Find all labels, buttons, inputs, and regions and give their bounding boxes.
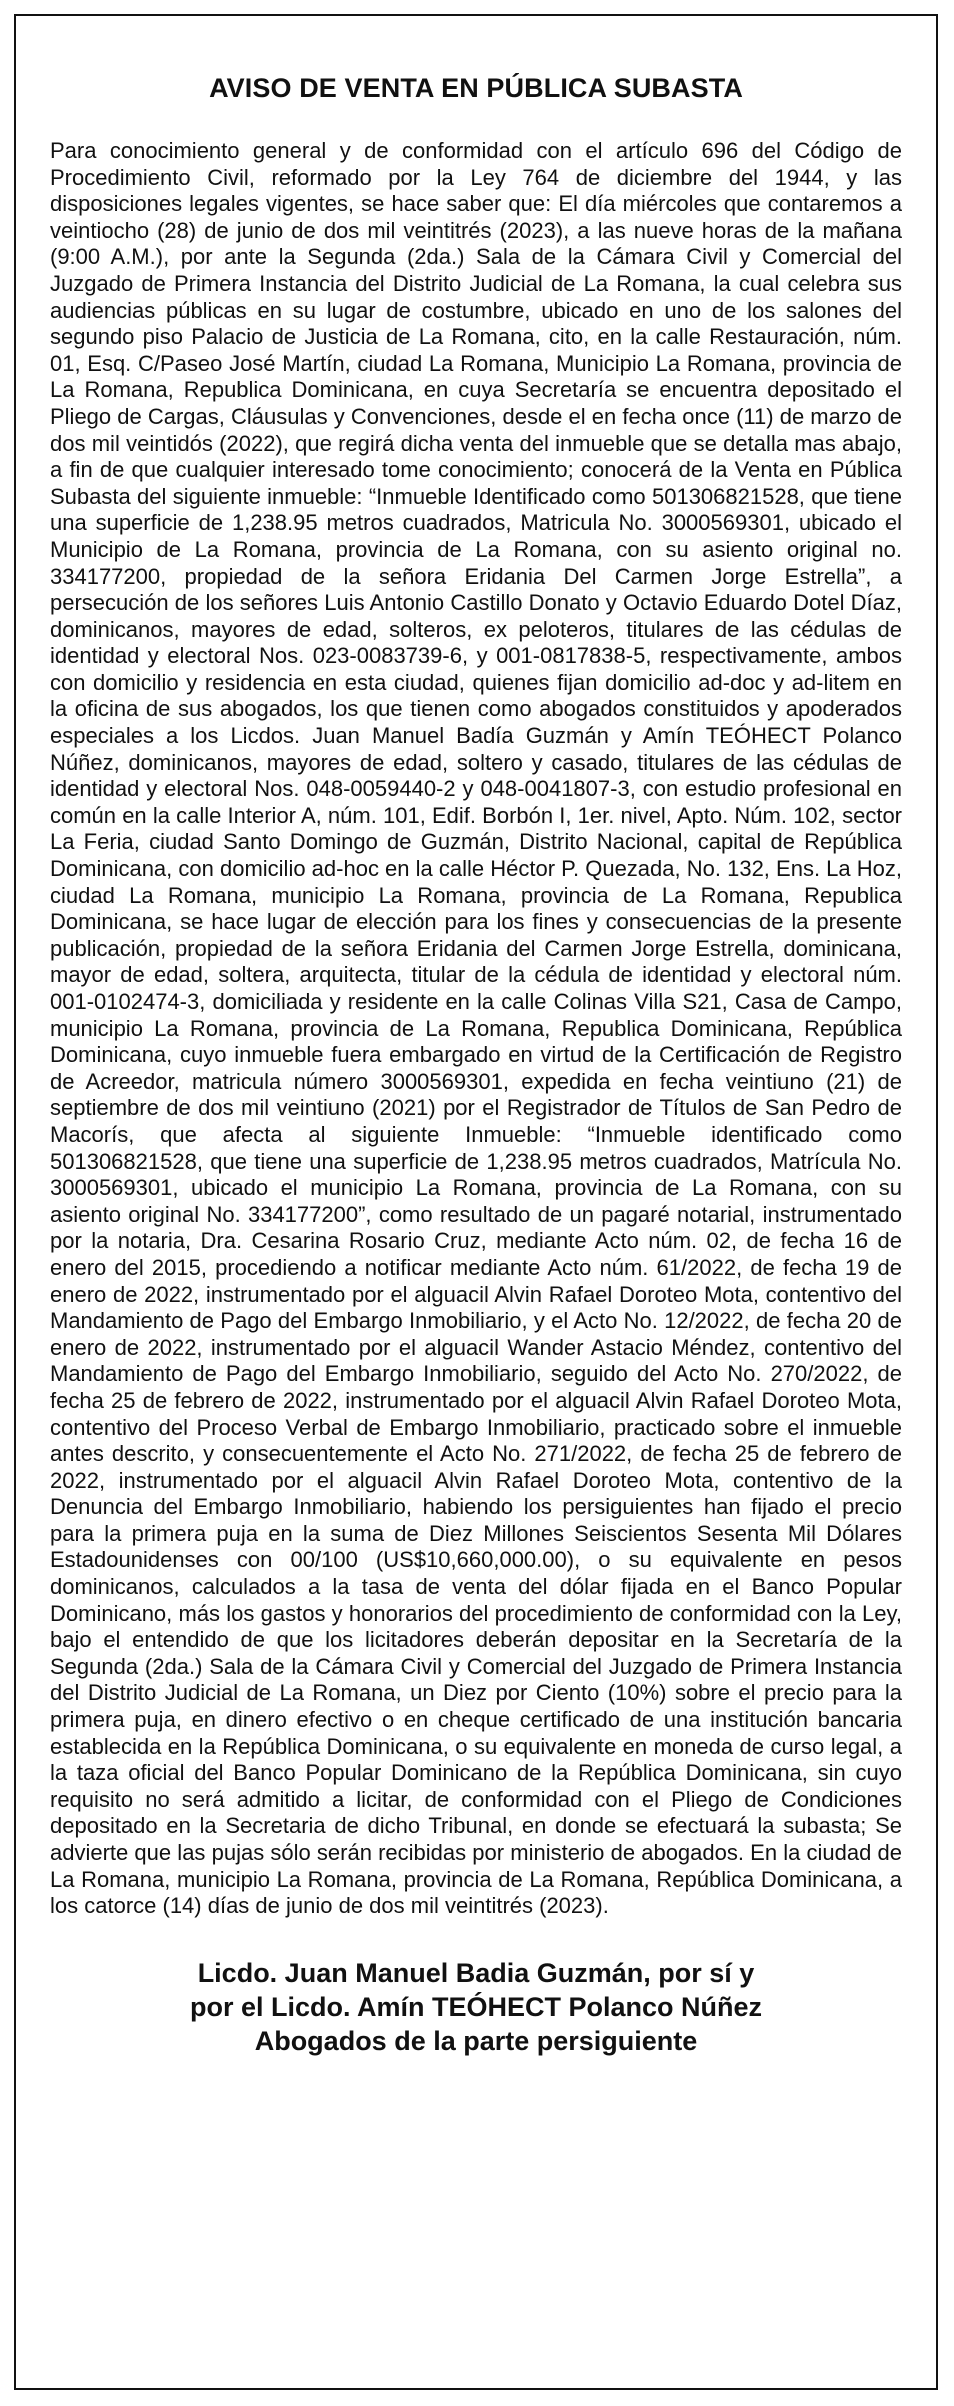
signature-block [50, 1956, 902, 2058]
notice-border [14, 14, 938, 2390]
signature-line-2: por el Licdo. Amín TEÓHECT Polanco Núñez [189, 1991, 763, 2022]
signature-line-1: Licdo. Juan Manuel Badia Guzmán, por sí y [197, 1957, 755, 1988]
notice-body-text: Para conocimiento general y de conformidad con el artículo 696 del Código de Procedimiento Civil, reformado por la Ley 764 de diciembre del 1944, y las disposiciones legales vigentes, se hace saber que: El día miércoles que contaremos a veintiocho (28) de junio de dos mil veintitrés (2023), a las nueve horas de la mañana (9:00 A.M.), por ante la Segunda (2da.) Sala de la Cámara Civil y Comercial del Juzgado de Primera Instancia del Distrito Judicial de La Romana, la cual celebra sus audiencias públicas en su lugar de costumbre, ubicado en uno de los salones del segundo piso Palacio de Justicia de La Romana, cito, en la calle Restauración, núm. 01, Esq. C/Paseo José Martín, ciudad La Romana, Municipio La Romana, provincia de La Romana, Republica Dominicana, en cuya Secretaría se encuentra depositado el Pliego de Cargas, Cláusulas y Convenciones, desde el en fecha once (11) de marzo de dos mil veintidós (2022), que regirá dicha venta del inmueble que se detalla mas abajo, a fin de que cualquier interesado tome conocimiento; conocerá de la Venta en Pública Subasta del siguiente inmueble: “Inmueble Identificado como 501306821528, que tiene una superficie de 1,238.95 metros cuadrados, Matricula No. 3000569301, ubicado el Municipio de La Romana, provincia de La Romana, con su asiento original no. 334177200, propiedad de la señora Eridania Del Carmen Jorge Estrella”, a persecución de los señores Luis Antonio Castillo Donato y Octavio Eduardo Dotel Díaz, dominicanos, mayores de edad, solteros, ex peloteros, titulares de las cédulas de identidad y electoral Nos. 023-0083739-6, y 001-0817838-5, respectivamente, ambos con domicilio y residencia en esta ciudad, quienes fijan domicilio ad-doc y ad-litem en la oficina de sus abogados, los que tienen como abogados constituidos y apoderados especiales a los Licdos. Juan Manuel Badía Guzmán y Amín TEÓHECT Polanco Núñez, dominicanos, mayores de edad, soltero y casado, titulares de las cédulas de identidad y electoral Nos. 048-0059440-2 y 048-0041807-3, con estudio profesional en común en la calle Interior A, núm. 101, Edif. Borbón I, 1er. nivel, Apto. Núm. 102, sector La Feria, ciudad Santo Domingo de Guzmán, Distrito Nacional, capital de República Dominicana, con domicilio ad-hoc en la calle Héctor P. Quezada, No. 132, Ens. La Hoz, ciudad La Romana, municipio La Romana, provincia de La Romana, Republica Dominicana, se hace lugar de elección para los fines y consecuencias de la presente publicación, propiedad de la señora Eridania del Carmen Jorge Estrella, dominicana, mayor de edad, soltera, arquitecta, titular de la cédula de identidad y electoral núm. 001-0102474-3, domiciliada y residente en la calle Colinas Villa S21, Casa de Campo, municipio La Romana, provincia de La Romana, Republica Dominicana, República Dominicana, cuyo inmueble fuera embargado en virtud de la Certificación de Registro de Acreedor, matricula número 3000569301, expedida en fecha veintiuno (21) de septiembre de dos mil veintiuno (2021) por el Registrador de Títulos de San Pedro de Macorís, que afecta al siguiente Inmueble: “Inmueble identificado como 501306821528, que tiene una superficie de 1,238.95 metros cuadrados, Matrícula No. 3000569301, ubicado el municipio La Romana, provincia de La Romana, con su asiento original No. 334177200”, como resultado de un pagaré notarial, instrumentado por la notaria, Dra. Cesarina Rosario Cruz, mediante Acto núm. 02, de fecha 16 de enero del 2015, procediendo a notificar mediante Acto núm. 61/2022, de fecha 19 de enero de 2022, instrumentado por el alguacil Alvin Rafael Doroteo Mota, contentivo del Mandamiento de Pago del Embargo Inmobiliario, y el Acto No. 12/2022, de fecha 20 de enero de 2022, instrumentado por el alguacil Wander Astacio Méndez, contentivo del Mandamiento de Pago del Embargo Inmobiliario, seguido del Acto No. 270/2022, de fecha 25 de febrero de 2022, instrumentado por el alguacil Alvin Rafael Doroteo Mota, contentivo del Proceso Verbal de Embargo Inmobiliario, practicado sobre el inmueble antes descrito, y consecuentemente el Acto No. 271/2022, de fecha 25 de febrero de 2022, instrumentado por el alguacil Alvin Rafael Doroteo Mota, contentivo de la Denuncia del Embargo Inmobiliario, habiendo los persiguientes han fijado el precio para la primera puja en la suma de Diez Millones Seiscientos Sesenta Mil Dólares Estadounidenses con 00/100 (US$10,660,000.00), o su equivalente en pesos dominicanos, calculados a la tasa de venta del dólar fijada en el Banco Popular Dominicano, más los gastos y honorarios del procedimiento de conformidad con la Ley, bajo el entendido de que los licitadores deberán depositar en la Secretaría de la Segunda (2da.) Sala de la Cámara Civil y Comercial del Juzgado de Primera Instancia del Distrito Judicial de La Romana, un Diez por Ciento (10%) sobre el precio para la primera puja, en dinero efectivo o en cheque certificado de una institución bancaria establecida en la República Dominicana, o su equivalente en moneda de curso legal, a la taza oficial del Banco Popular Dominicano de la República Dominicana, sin cuyo requisito no será admitido a licitar, de conformidad con el Pliego de Condiciones depositado en la Secretaria de dicho Tribunal, en donde se efectuará la subasta; Se advierte que las pujas sólo serán recibidas por ministerio de abogados. En la ciudad de La Romana, municipio La Romana, provincia de La Romana, República Dominicana, a los catorce (14) días de junio de dos mil veintitrés (2023). [50, 138, 902, 1919]
notice-content [50, 72, 902, 2058]
signature-line-3: Abogados de la parte persiguiente [254, 2025, 698, 2056]
notice-title: AVISO DE VENTA EN PÚBLICA SUBASTA [209, 73, 743, 103]
